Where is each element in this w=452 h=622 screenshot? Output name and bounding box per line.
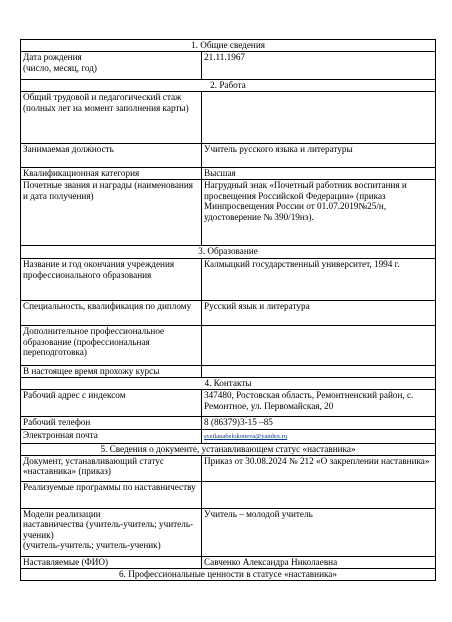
section-general-heading: 1. Общие сведения xyxy=(21,40,436,52)
table-row xyxy=(21,259,436,301)
programs-label: Реализуемые программы по наставничеству xyxy=(21,481,202,508)
mentor-card-table xyxy=(20,39,436,581)
section-header-row xyxy=(21,443,436,455)
table-row xyxy=(21,455,436,481)
table-row xyxy=(21,180,436,246)
experience-value xyxy=(202,92,436,144)
section-education-heading: 3. Образование xyxy=(21,246,436,259)
specialty-label: Специальность, квалификация по диплому xyxy=(21,301,202,326)
email-cell xyxy=(202,430,436,444)
section-header-row xyxy=(21,80,436,92)
institution-label: Название и год окончания учреждения профессионального образования xyxy=(21,259,202,301)
models-label: Модели реализации наставничества (учитель-учитель; учитель-ученик) (учитель-учитель; учитель-ученик) xyxy=(21,508,202,556)
position-value: Учитель русского языка и литературы xyxy=(202,144,436,168)
courses-label: В настоящее время прохожу курсы xyxy=(21,366,202,378)
table-row xyxy=(21,92,436,144)
section-mentor-doc-heading: 5. Сведения о документе, устанавливающем статус «наставника» xyxy=(21,443,436,455)
section-header-row xyxy=(21,40,436,52)
programs-value xyxy=(202,481,436,508)
table-row xyxy=(21,508,436,556)
section-contacts-heading: 4. Контакты xyxy=(21,378,436,390)
section-header-row xyxy=(21,568,436,580)
table-row xyxy=(21,390,436,417)
table-row xyxy=(21,168,436,180)
table-row xyxy=(21,417,436,430)
institution-value: Калмыцкий государственный университет, 1994 г. xyxy=(202,259,436,301)
mentees-label: Наставляемые (ФИО) xyxy=(21,556,202,568)
address-value: 347480, Ростовская область, Ремонтненский район, с. Ремонтное, ул. Первомайская, 20 xyxy=(202,390,436,417)
mentor-document-label: Документ, устанавливающий статус «наставника» (приказ) xyxy=(21,455,202,481)
mentor-document-value: Приказ от 30.08.2024 № 212 «О закреплении наставника» xyxy=(202,455,436,481)
section-header-row xyxy=(21,246,436,259)
table-row xyxy=(21,481,436,508)
specialty-value: Русский язык и литература xyxy=(202,301,436,326)
category-value: Высшая xyxy=(202,168,436,180)
table-row xyxy=(21,52,436,80)
email-link[interactable]: svetlanabelokoneva@yandex.ru xyxy=(204,433,288,440)
email-label: Электронная почта xyxy=(21,430,202,444)
phone-label: Рабочий телефон xyxy=(21,417,202,430)
phone-value: 8 (86379)3-15 –85 xyxy=(202,417,436,430)
position-label: Занимаемая должность xyxy=(21,144,202,168)
courses-value xyxy=(202,366,436,378)
table-row xyxy=(21,556,436,568)
section-work-heading: 2. Работа xyxy=(21,80,436,92)
table-row xyxy=(21,301,436,326)
section-header-row xyxy=(21,378,436,390)
table-row xyxy=(21,430,436,444)
additional-education-value xyxy=(202,326,436,366)
table-row xyxy=(21,366,436,378)
address-label: Рабочий адрес с индексом xyxy=(21,390,202,417)
models-value: Учитель – молодой учитель xyxy=(202,508,436,556)
additional-education-label: Дополнительное профессиональное образование (профессиональная переподготовка) xyxy=(21,326,202,366)
table-row xyxy=(21,326,436,366)
birth-date-label: Дата рождения (число, месяц, год) xyxy=(21,52,202,80)
section-values-heading: 6. Профессиональные ценности в статусе «наставника» xyxy=(21,568,436,580)
category-label: Квалификационная категория xyxy=(21,168,202,180)
experience-label: Общий трудовой и педагогический стаж (полных лет на момент заполнения карты) xyxy=(21,92,202,144)
awards-label: Почетные звания и награды (наименования и дата получения) xyxy=(21,180,202,246)
mentees-value: Савченко Александра Николаевна xyxy=(202,556,436,568)
awards-value: Нагрудный знак «Почетный работник воспитания и просвещения Российской Федерации» (приказ Минпросвещения России от 01.07.2019№25/н, удостоверение № 390/19нз). xyxy=(202,180,436,246)
birth-date-value: 21.11.1967 xyxy=(202,52,436,80)
table-row xyxy=(21,144,436,168)
